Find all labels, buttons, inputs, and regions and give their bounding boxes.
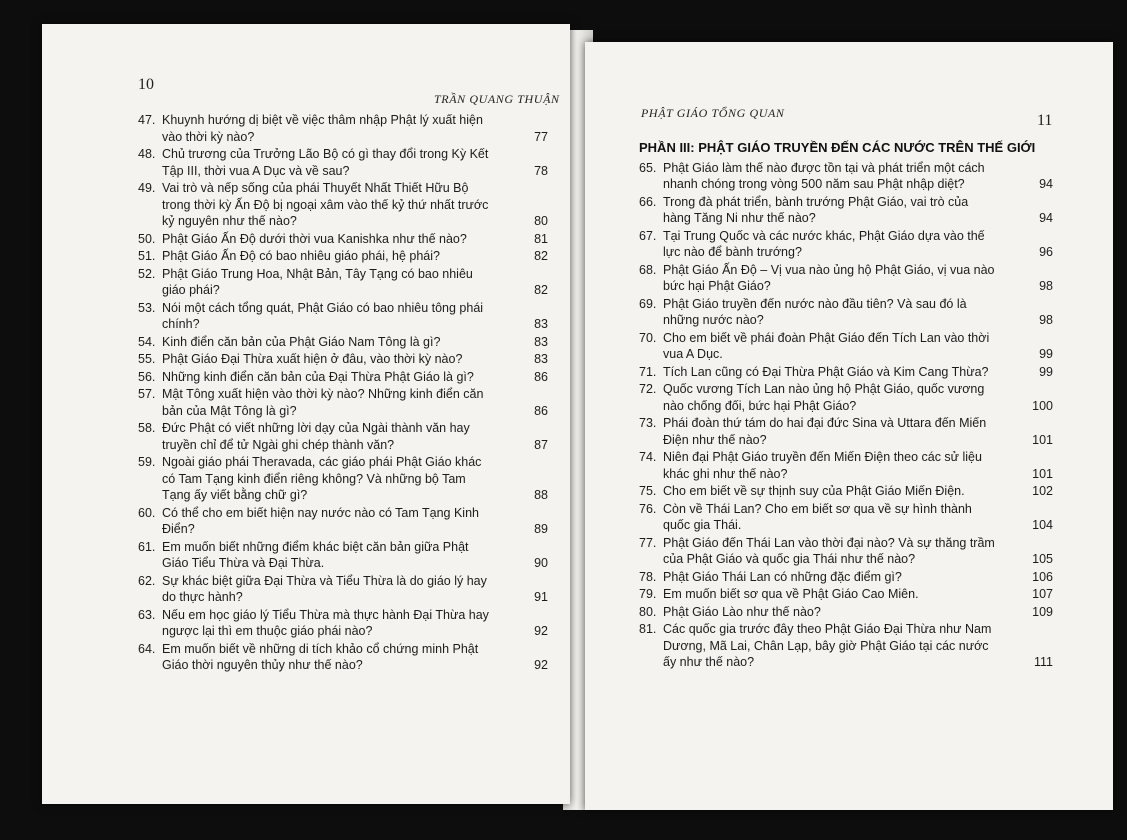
toc-entry [138, 248, 558, 265]
toc-entry-number: 53. [138, 300, 156, 315]
toc-entry [639, 381, 1059, 414]
toc-entry-page: 77 [534, 129, 548, 144]
toc-entry-title: Nói một cách tổng quát, Phật Giáo có bao nhiêu tông phái chính? [162, 300, 484, 331]
toc-entry [639, 483, 1059, 500]
toc-entry-number: 50. [138, 231, 156, 246]
toc-entry-page: 101 [1032, 466, 1053, 481]
toc-entry-page: 105 [1032, 552, 1053, 566]
toc-entry [138, 539, 558, 572]
toc-entry [138, 369, 558, 386]
toc-entry-page: 99 [1039, 364, 1053, 379]
toc-entry-title: Chủ trương của Trưởng Lão Bộ có gì thay đổi trong Kỳ Kết Tập III, thời vua A Dục và về sau? [162, 147, 489, 178]
toc-entry-title: Phật Giáo đến Thái Lan vào thời đại nào? Và sự thăng trầm của Phật Giáo và quốc gia Thái như thế nào? [663, 535, 995, 566]
toc-entry-number: 78. [639, 569, 657, 584]
running-title: PHẬT GIÁO TỔNG QUAN [641, 106, 785, 120]
toc-entry [138, 300, 558, 333]
toc-entry-title: Em muốn biết những điểm khác biệt căn bản giữa Phật Giáo Tiểu Thừa và Đại Thừa. [162, 539, 469, 570]
toc-entry-number: 57. [138, 387, 156, 401]
toc-entry-number: 55. [138, 352, 156, 366]
toc-entry-number: 68. [639, 262, 657, 277]
toc-entry-page: 92 [534, 658, 548, 672]
toc-entry [138, 505, 558, 538]
toc-entry-page: 96 [1039, 245, 1053, 259]
toc-entry-page: 111 [1033, 655, 1053, 669]
toc-entry-page: 98 [1039, 313, 1053, 327]
toc-entry-title: Phật Giáo Thái Lan có những đặc điểm gì? [663, 569, 902, 584]
toc-entry [639, 262, 1059, 295]
toc-entry-page: 82 [534, 249, 548, 263]
toc-entry-page: 86 [534, 403, 548, 418]
toc-entry-number: 49. [138, 181, 156, 195]
toc-entry-page: 107 [1032, 587, 1053, 601]
toc-entry-title: Em muốn biết về những di tích khảo cổ chứng minh Phật Giáo thời nguyên thủy như thế nào? [162, 641, 479, 672]
toc-entry-number: 79. [639, 587, 657, 601]
toc-entry-number: 58. [138, 421, 156, 435]
toc-entry [639, 160, 1059, 193]
toc-list [639, 140, 1059, 672]
toc-entry-title: Trong đà phát triển, bành trướng Phật Giáo, vai trò của hàng Tăng Ni như thế nào? [663, 194, 969, 225]
toc-entry-number: 52. [138, 266, 156, 281]
toc-entry-number: 71. [639, 364, 657, 379]
toc-entry [138, 266, 558, 299]
toc-entry [138, 573, 558, 606]
toc-entry-title: Quốc vương Tích Lan nào ủng hộ Phật Giáo, quốc vương nào chống đối, bức hại Phật Giáo? [663, 382, 985, 413]
toc-entry-number: 80. [639, 604, 657, 619]
toc-entry-title: Em muốn biết sơ qua về Phật Giáo Cao Miên. [663, 587, 919, 601]
toc-entry-title: Mật Tông xuất hiện vào thời kỳ nào? Những kinh điển căn bản của Mật Tông là gì? [162, 387, 484, 418]
toc-entry-page: 91 [534, 590, 548, 604]
toc-entry-number: 61. [138, 539, 156, 554]
toc-entry-title: Phật Giáo Ấn Độ có bao nhiêu giáo phái, hệ phái? [162, 249, 440, 263]
toc-entry-title: Nếu em học giáo lý Tiểu Thừa mà thực hành Đại Thừa hay ngược lại thì em thuộc giáo phái nào? [162, 607, 489, 638]
toc-entry [639, 296, 1059, 329]
toc-entry-number: 73. [639, 416, 657, 430]
toc-entry-title: Các quốc gia trước đây theo Phật Giáo Đại Thừa như Nam Dương, Mã Lai, Chân Lạp, bây giờ Phật Giáo tại các nước ấy như thế nào? [663, 622, 992, 669]
toc-entry-title: Có thể cho em biết hiện nay nước nào có Tam Tạng Kinh Điển? [162, 505, 479, 536]
toc-entry-number: 62. [138, 573, 156, 588]
toc-entry-page: 100 [1032, 398, 1053, 413]
toc-entry [639, 535, 1059, 568]
toc-entry-page: 78 [534, 163, 548, 178]
toc-entry-title: Phật Giáo truyền đến nước nào đầu tiên? Và sau đó là những nước nào? [663, 296, 967, 327]
toc-entry-page: 80 [534, 214, 548, 228]
toc-entry [138, 112, 558, 145]
toc-entry [138, 334, 558, 351]
toc-entry-number: 76. [639, 501, 657, 516]
page-number: 11 [1037, 112, 1053, 129]
toc-entry-title: Cho em biết về sự thịnh suy của Phật Giáo Miến Điện. [663, 484, 965, 498]
toc-entry-number: 59. [138, 455, 156, 469]
toc-entry-page: 88 [534, 488, 548, 502]
running-title: TRẦN QUANG THUẬN [434, 92, 560, 106]
toc-entry-number: 56. [138, 369, 156, 384]
toc-entry-number: 47. [138, 113, 156, 127]
toc-entry [138, 180, 558, 230]
toc-entry [639, 586, 1059, 603]
toc-entry [138, 420, 558, 453]
toc-entry-page: 94 [1039, 211, 1053, 225]
toc-entry-title: Sự khác biệt giữa Đại Thừa và Tiểu Thừa là do giáo lý hay do thực hành? [162, 573, 487, 604]
toc-entry [639, 330, 1059, 363]
toc-entry [138, 607, 558, 640]
toc-entry [138, 641, 558, 674]
toc-entry-page: 101 [1032, 432, 1053, 447]
toc-entry [138, 146, 558, 179]
toc-entry [639, 604, 1059, 621]
toc-entry-page: 81 [534, 231, 548, 246]
toc-entry [639, 621, 1059, 671]
toc-entry-title: Cho em biết về phái đoàn Phật Giáo đến Tích Lan vào thời vua A Dục. [663, 330, 990, 361]
toc-entry-page: 86 [534, 369, 548, 384]
toc-entry-title: Kinh điển căn bản của Phật Giáo Nam Tông là gì? [162, 334, 441, 349]
toc-entry-number: 69. [639, 296, 657, 311]
toc-entry-number: 77. [639, 535, 657, 550]
toc-entry-title: Còn về Thái Lan? Cho em biết sơ qua về sự hình thành quốc gia Thái. [663, 501, 972, 532]
toc-entry [138, 386, 558, 419]
toc-entry-number: 51. [138, 249, 156, 263]
toc-entry-title: Vai trò và nếp sống của phái Thuyết Nhất Thiết Hữu Bộ trong thời kỳ Ấn Độ bị ngoại xâm vào thế kỷ thứ nhất trước kỷ nguyên như thế nào? [162, 181, 489, 228]
toc-entry-page: 82 [534, 283, 548, 297]
toc-entry-title: Phái đoàn thứ tám do hai đại đức Sina và Uttara đến Miến Điện như thế nào? [663, 416, 987, 447]
toc-entry-title: Phật Giáo Lào như thế nào? [663, 604, 821, 619]
toc-entry-number: 67. [639, 228, 657, 243]
page-number: 10 [138, 76, 154, 93]
toc-entry-page: 102 [1032, 484, 1053, 498]
toc-entry-page: 89 [534, 522, 548, 536]
toc-entry-number: 54. [138, 334, 156, 349]
toc-entry-number: 60. [138, 505, 156, 520]
toc-entry-page: 87 [534, 437, 548, 452]
toc-entry [138, 231, 558, 248]
toc-entry-page: 99 [1039, 347, 1053, 361]
toc-entry [138, 454, 558, 504]
toc-entry-number: 74. [639, 450, 657, 464]
toc-entry-page: 90 [534, 556, 548, 570]
toc-entry [639, 569, 1059, 586]
toc-entry-page: 104 [1032, 518, 1053, 532]
toc-entry-title: Đức Phật có viết những lời dạy của Ngài thành văn hay truyền chỉ để tử Ngài ghi chép thành văn? [162, 421, 470, 452]
toc-entry-title: Phật Giáo Ấn Độ – Vị vua nào ủng hộ Phật Giáo, vị vua nào bức hại Phật Giáo? [663, 262, 995, 293]
toc-entry-title: Phật Giáo Ấn Độ dưới thời vua Kanishka như thế nào? [162, 231, 467, 246]
toc-entry-number: 66. [639, 194, 657, 209]
toc-entry-number: 63. [138, 607, 156, 622]
toc-entry [639, 449, 1059, 482]
toc-entry-number: 48. [138, 147, 156, 161]
toc-entry [639, 228, 1059, 261]
toc-entry-title: Tích Lan cũng có Đại Thừa Phật Giáo và Kim Cang Thừa? [663, 364, 989, 379]
toc-entry [639, 415, 1059, 448]
toc-entry [639, 364, 1059, 381]
right-page [585, 42, 1113, 810]
toc-entry-page: 83 [534, 334, 548, 349]
toc-entry-number: 81. [639, 622, 657, 636]
toc-entry-page: 106 [1032, 569, 1053, 584]
toc-entry-page: 83 [534, 317, 548, 331]
toc-entry-page: 98 [1039, 279, 1053, 293]
toc-entry-title: Phật Giáo Trung Hoa, Nhật Bản, Tây Tạng có bao nhiêu giáo phái? [162, 266, 473, 297]
toc-entry-number: 70. [639, 330, 657, 345]
toc-entry-title: Khuynh hướng dị biệt về việc thâm nhập Phật lý xuất hiện vào thời kỳ nào? [162, 113, 483, 144]
toc-entry-number: 64. [138, 641, 156, 656]
toc-list [138, 112, 558, 675]
toc-entry [138, 351, 558, 368]
toc-entry-page: 94 [1039, 177, 1053, 191]
toc-entry-title: Tại Trung Quốc và các nước khác, Phật Giáo dựa vào thế lực nào để bành trướng? [663, 228, 985, 259]
toc-entry-number: 72. [639, 382, 657, 396]
toc-entry [639, 194, 1059, 227]
toc-entry-title: Ngoài giáo phái Theravada, các giáo phái Phật Giáo khác có Tam Tạng kinh điển riêng không? Và những bộ Tam Tạng ấy viết bằng chữ gì? [162, 455, 482, 502]
left-page [42, 24, 570, 804]
toc-entry-title: Phật Giáo làm thế nào được tồn tại và phát triển một cách nhanh chóng trong vòng 500 năm sau Phật nhập diệt? [663, 160, 985, 191]
toc-entry-number: 75. [639, 484, 657, 498]
toc-entry [639, 501, 1059, 534]
toc-entry-title: Phật Giáo Đại Thừa xuất hiện ở đâu, vào thời kỳ nào? [162, 352, 463, 366]
toc-entry-page: 109 [1032, 604, 1053, 619]
toc-entry-title: Những kinh điển căn bản của Đại Thừa Phật Giáo là gì? [162, 369, 474, 384]
toc-entry-page: 83 [534, 352, 548, 366]
section-heading: PHẦN III: PHẬT GIÁO TRUYỀN ĐẾN CÁC NƯỚC TRÊN THẾ GIỚI [639, 140, 1036, 155]
toc-entry-title: Niên đại Phật Giáo truyền đến Miến Điện theo các sử liệu khác ghi như thế nào? [663, 450, 982, 481]
toc-entry-number: 65. [639, 160, 657, 175]
toc-entry-page: 92 [534, 624, 548, 638]
